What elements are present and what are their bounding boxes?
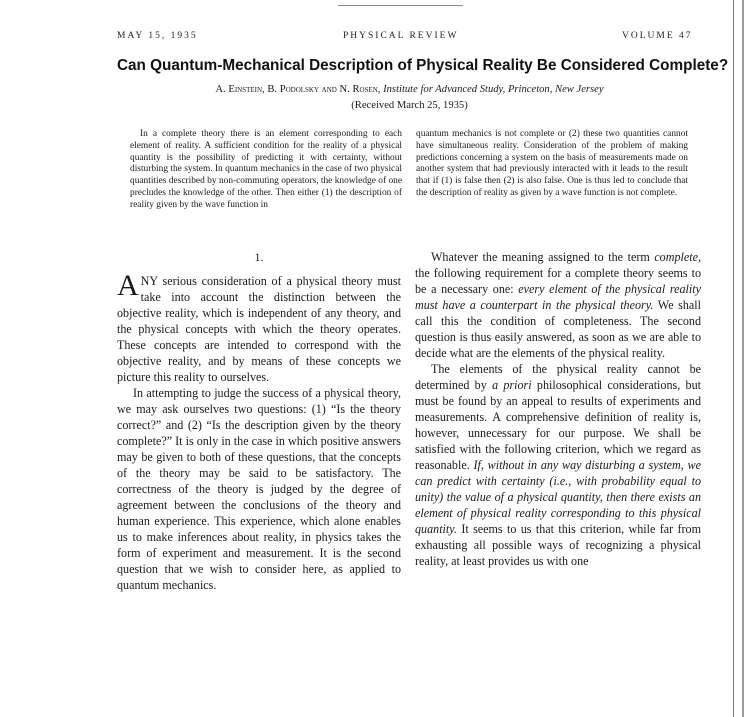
text-run: It seems to us that this criterion, while far from exhausting all possible ways of recognizing a physical reality, at least provides us with one: [415, 522, 701, 568]
window-edge: [733, 0, 734, 717]
received-date: (Received March 25, 1935): [351, 100, 468, 111]
paragraph: In attempting to judge the success of a physical theory, we may ask ourselves two questions: (1) “Is the theory correct?” and (2) “Is the description given by the theory complete?” It is only in the case in which positive answers may be given to both of these questions, that the concepts of the theory may be said to be satisfactory. The correctness of the theory is judged by the degree of agreement between the conclusions of the theory and human experience. This experience, which alone enables us to make inferences about reality, in physics takes the form of experiment and measurement. It is the second question that we wish to consider here, as applied to quantum mechanics.: [117, 386, 401, 592]
text-run: We shall call this the condition of completeness. The second question is thus easily answered, as soon as we are able to decide what are the elements of the physical reality.: [415, 298, 701, 360]
paragraph: [415, 249, 701, 361]
paragraph: [415, 361, 701, 569]
paragraph-text: NY serious consideration of a physical theory must take into account the distinction between the objective reality, which is independent of any theory, and the physical concepts with which the theory operates. These concepts are intended to correspond with the objective reality, and by means of these concepts we picture this reality to ourselves.: [117, 274, 401, 384]
abstract-text-right: quantum mechanics is not complete or (2) these two quantities cannot have simultaneous reality. Consideration of the problem of making predictions concerning a system on the basis of measurements made on another system that had previously interacted with it leads to the result that if (1) is false then (2) is also false. One is thus led to conclude that the description of reality as given by a wave function is not complete.: [416, 129, 688, 198]
text-run: philosophical considerations, but must be found by an appeal to results of experiments and measurements. A comprehensive definition of reality is, however, unnecessary for our purpose. We shall be satisfied with the following criterion, which we regard as reasonable.: [415, 378, 701, 472]
italic-statement: every element of the physical reality must have a counterpart in the physical theory.: [415, 282, 701, 312]
drop-cap: A: [117, 269, 139, 302]
text-run: Whatever the meaning assigned to the term: [431, 250, 655, 264]
body-column-left: [117, 269, 401, 593]
running-head-date: MAY 15, 1935: [117, 31, 198, 41]
text-run: the following requirement for a complete theory seems to be a necessary one:: [415, 266, 701, 296]
paper-title: Can Quantum-Mechanical Description of Physical Reality Be Considered Complete?: [117, 57, 729, 74]
abstract-left: [130, 129, 402, 212]
body-column-right: [415, 249, 701, 569]
author-affiliation: Institute for Advanced Study, Princeton, New Jersey: [383, 84, 604, 95]
section-number: 1.: [254, 250, 264, 264]
top-rule: [338, 5, 463, 6]
author-line: [117, 84, 702, 95]
abstract-text-left: In a complete theory there is an element corresponding to each element of reality. A sufficient condition for the reality of a physical quantity is the possibility of predicting it with certainty, without disturbing the system. In quantum mechanics in the case of two physical quantities described by non-commuting operators, the knowledge of one precludes the knowledge of the other. Then either (1) the description of reality given by the wave function in: [130, 129, 402, 210]
running-head-journal: PHYSICAL REVIEW: [343, 31, 459, 41]
paragraph: [117, 269, 401, 385]
italic-criterion: If, without in any way disturbing a system, we can predict with certainty (i.e., with probability equal to unity) the value of a physical quantity, then there exists an element of physical reality corresponding to this physical quantity.: [415, 458, 701, 536]
abstract-right: [416, 129, 688, 200]
author-names: A. Einstein, B. Podolsky and N. Rosen,: [215, 84, 381, 95]
italic-term: complete,: [654, 250, 701, 264]
italic-term: a priori: [492, 378, 532, 392]
text-run: The elements of the physical reality cannot be determined by: [415, 362, 701, 392]
running-head-volume: VOLUME 47: [622, 31, 693, 41]
